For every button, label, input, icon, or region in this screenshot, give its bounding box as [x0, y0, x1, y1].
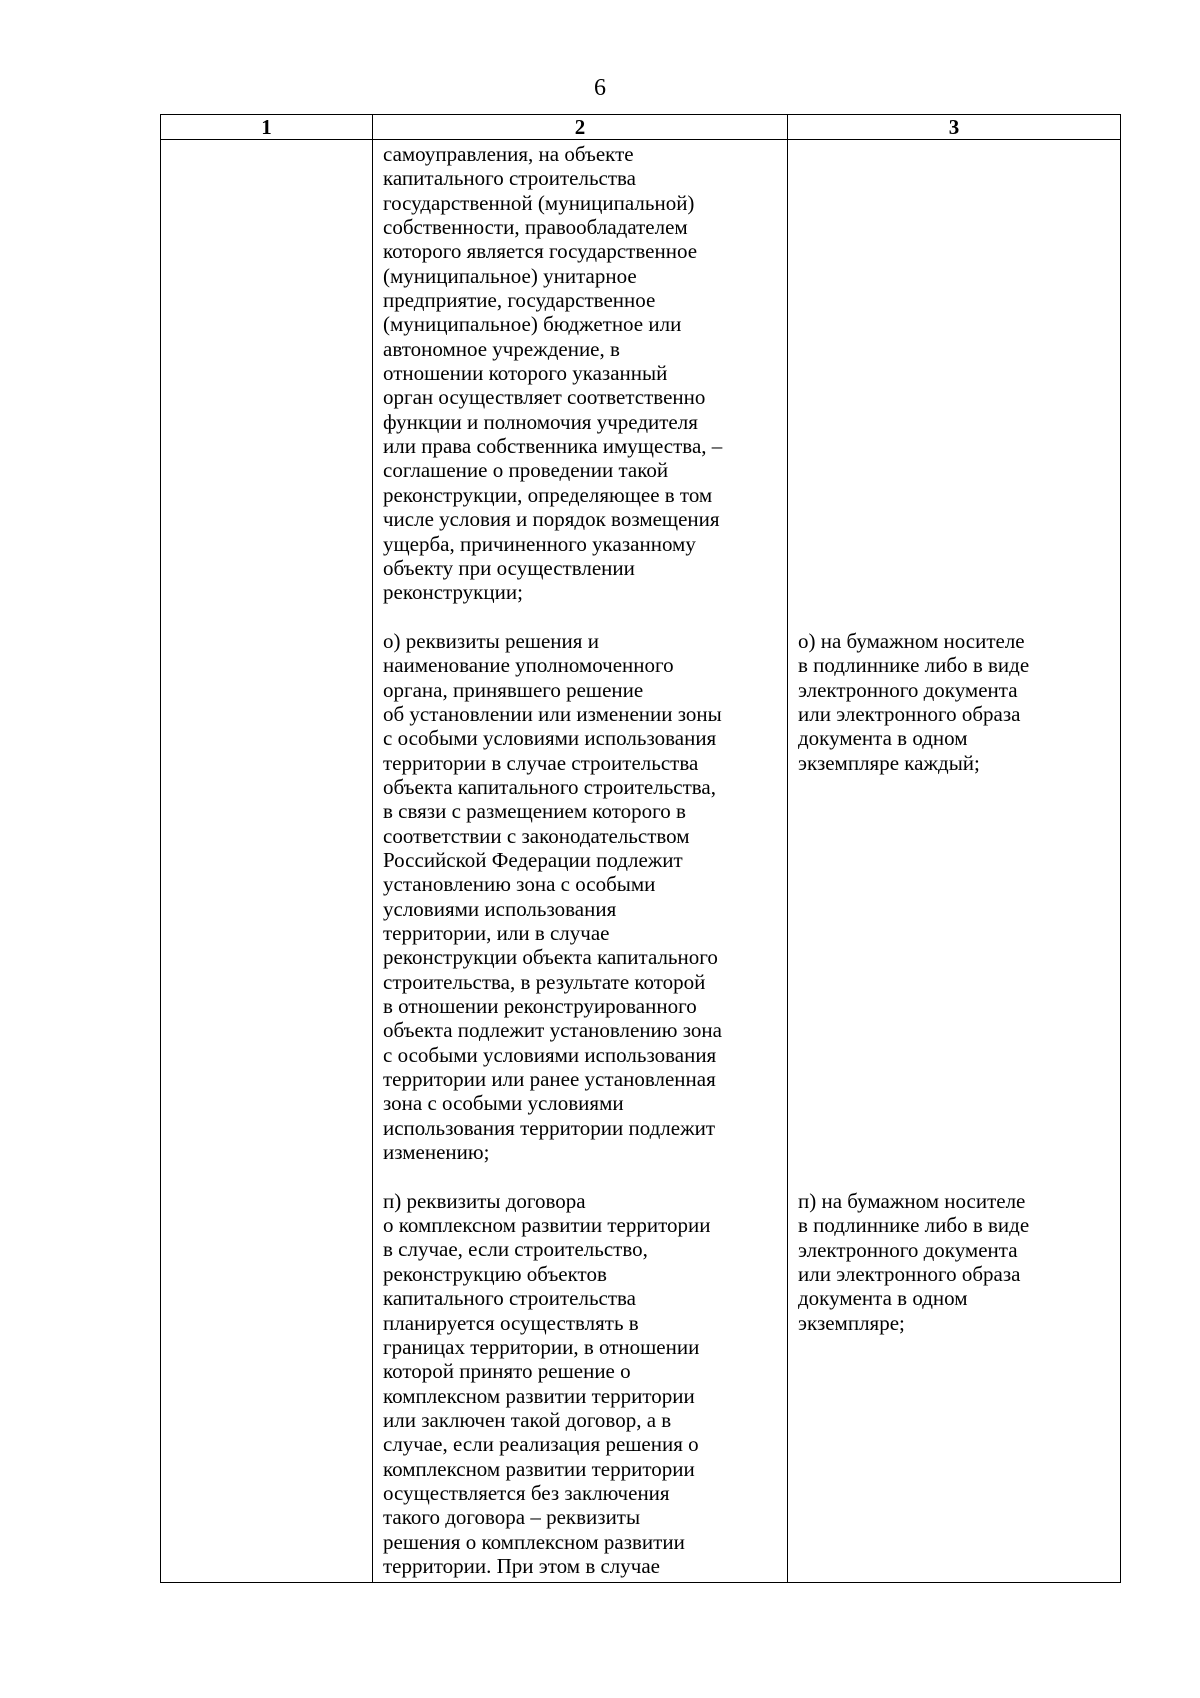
column-1-cell — [161, 140, 373, 1583]
entry-o-format: о) на бумажном носителе в подлиннике либо в виде электронного документа или электронного образа документа в одном экземпляре каждый; — [798, 628, 1030, 775]
table-row — [161, 140, 1121, 1583]
column-header-1: 1 — [161, 115, 373, 140]
entry-o-text: о) реквизиты решения и наименование уполномоченного органа, принявшего решение об установлении или изменении зоны с особыми условиями использования территории в случае строительства объекта капитального строительства, в связи с размещением которого в соответствии с законодательством Российской Федерации подлежит установлению зона с особыми условиями использования территории, или в случае реконструкции объекта капитального строительства, в результате которой в отношении реконструированного объекта подлежит установлению зона с особыми условиями использования территории или ранее установленная зона с особыми условиями использования территории подлежит изменению; — [383, 628, 722, 1165]
column-header-3: 3 — [788, 115, 1121, 140]
column-3-cell — [788, 140, 1121, 1583]
entry-continuation-format — [798, 142, 1110, 605]
column-2-cell — [373, 140, 788, 1583]
entry-p-text: п) реквизиты договора о комплексном развитии территории в случае, если строительство, реконструкцию объектов капитального строительства планируется осуществлять в границах территории, в отношении которой принято решение о комплексном развитии территории или заключен такой договор, а в случае, если реализация решения о комплексном развитии территории осуществляется без заключения такого договора – реквизиты решения о комплексном развитии территории. При этом в случае — [383, 1188, 711, 1578]
page-number: 6 — [594, 75, 606, 101]
entry-continuation: самоуправления, на объекте капитального строительства государственной (муниципальной) собственности, правообладателем которого является государственное (муниципальное) унитарное предприятие, государственное (муниципальное) бюджетное или автономное учреждение, в отношении которого указанный орган осуществляет соответственно функции и полномочия учредителя или права собственника имущества, – соглашение о проведении такой реконструкции, определяющее в том числе условия и порядок возмещения ущерба, причиненного указанному объекту при осуществлении реконструкции; — [383, 142, 723, 605]
document-table — [160, 114, 1121, 1583]
entry-p-format: п) на бумажном носителе в подлиннике либо в виде электронного документа или электронного образа документа в одном экземпляре; — [798, 1189, 1030, 1335]
table-header-row — [161, 115, 1121, 140]
column-header-2: 2 — [373, 115, 788, 140]
